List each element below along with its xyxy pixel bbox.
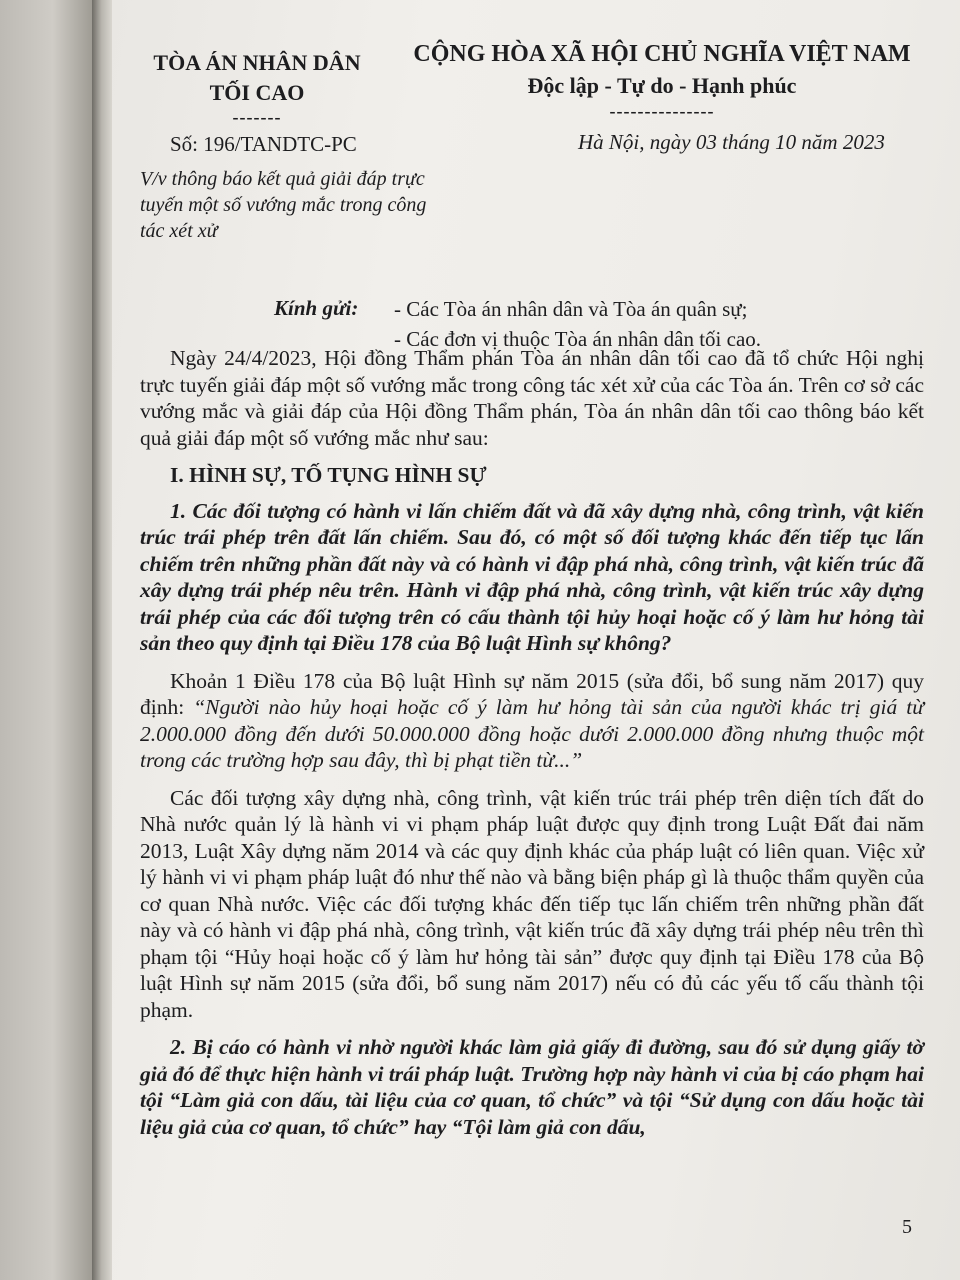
previous-page-edge — [0, 0, 96, 1280]
answer-1-citation — [140, 668, 924, 774]
recipient-item: - Các đơn vị thuộc Tòa án nhân dân tối cao. — [394, 327, 762, 351]
answer-1-paragraph: Các đối tượng xây dựng nhà, công trình, vật kiến trúc trái phép trên diện tích đất do Nhà nước quản lý là hành vi vi phạm pháp luật được quy định trong Luật Đất đai năm 2013, Luật Xây dựng năm 2014 và các quy định khác của pháp luật có liên quan. Việc xử lý hành vi vi phạm pháp luật đó như thế nào và bằng biện pháp gì là thuộc thẩm quyền của cơ quan Nhà nước. Việc các đối tượng khác đến tiếp tục lấn chiếm trên những phần đất này và có hành vi đập phá nhà, công trình, vật kiến trúc đã xây dựng trái phép nêu trên thì phạm tội “Hủy hoại hoặc cố ý làm hư hỏng tài sản” được quy định tại Điều 178 của Bộ luật Hình sự năm 2015 (sửa đổi, bổ sung năm 2017) nếu có đủ các yếu tố cấu thành tội phạm. — [140, 785, 924, 1022]
document-number: Số: 196/TANDTC-PC — [170, 132, 357, 156]
page-number: 5 — [902, 1216, 912, 1238]
intro-paragraph: Ngày 24/4/2023, Hội đồng Thẩm phán Tòa án nhân dân tối cao đã tổ chức Hội nghị trực tuyến giải đáp một số vướng mắc trong công tác xét xử của các Tòa án. Trên cơ sở các vướng mắc và giải đáp của Hội đồng Thẩm phán, Tòa án nhân dân tối cao thông báo kết quả giải đáp một số vướng mắc như sau: — [140, 346, 924, 450]
recipient-item: - Các Tòa án nhân dân và Tòa án quân sự; — [394, 297, 748, 321]
section-heading: I. HÌNH SỰ, TỐ TỤNG HÌNH SỰ — [170, 463, 487, 487]
question-1: 1. Các đối tượng có hành vi lấn chiếm đất và đã xây dựng nhà, công trình, vật kiến trúc trái phép trên đất lấn chiếm. Sau đó, có một số đối tượng khác đến tiếp tục lấn chiếm trên những phần đất này và có hành vi đập phá nhà, công trình, vật kiến trúc đã xây dựng trái phép nêu trên. Hành vi đập phá nhà, công trình, vật kiến trúc xây dựng trái phép của các đối tượng trên có cấu thành tội hủy hoại hoặc cố ý làm hư hỏng tài sản theo quy định tại Điều 178 của Bộ luật Hình sự không? — [140, 498, 924, 655]
issuing-authority — [112, 48, 402, 126]
document-subject: V/v thông báo kết quả giải đáp trực tuyến một số vướng mắc trong công tác xét xử — [140, 168, 427, 242]
court-name-line1: TÒA ÁN NHÂN DÂN — [153, 50, 361, 75]
question-2: 2. Bị cáo có hành vi nhờ người khác làm giả giấy đi đường, sau đó sử dụng giấy tờ giả đó để thực hiện hành vi trái pháp luật. Trường hợp này hành vi của bị cáo phạm hai tội “Làm giả con dấu, tài liệu của cơ quan, tổ chức” và tội “Sử dụng con dấu hoặc tài liệu giả của cơ quan, tổ chức” hay “Tội làm giả con dấu, — [140, 1035, 924, 1139]
court-name-line2: TỐI CAO — [209, 80, 305, 105]
left-divider: ------- — [232, 107, 282, 127]
right-divider: --------------- — [609, 101, 715, 121]
national-heading — [382, 38, 942, 120]
answer-1-lead: Khoản 1 Điều 178 của Bộ luật Hình sự năm 2015 (sửa đổi, bổ sung năm 2017) quy định: — [140, 668, 924, 719]
national-motto: Độc lập - Tự do - Hạnh phúc — [527, 73, 797, 98]
answer-1-quote: “Người nào hủy hoại hoặc cố ý làm hư hỏng tài sản của người khác trị giá từ 2.000.000 đồng đến dưới 50.000.000 đồng hoặc dưới 2.000.000 đồng nhưng thuộc một trong các trường hợp sau đây, thì bị phạt tiền từ...” — [140, 695, 924, 772]
recipients-label: Kính gửi: — [274, 296, 359, 320]
document-page — [112, 0, 960, 1280]
place-and-date: Hà Nội, ngày 03 tháng 10 năm 2023 — [578, 130, 885, 154]
document-body — [140, 345, 924, 1151]
nation-title: CỘNG HÒA XÃ HỘI CHỦ NGHĨA VIỆT NAM — [413, 41, 911, 67]
